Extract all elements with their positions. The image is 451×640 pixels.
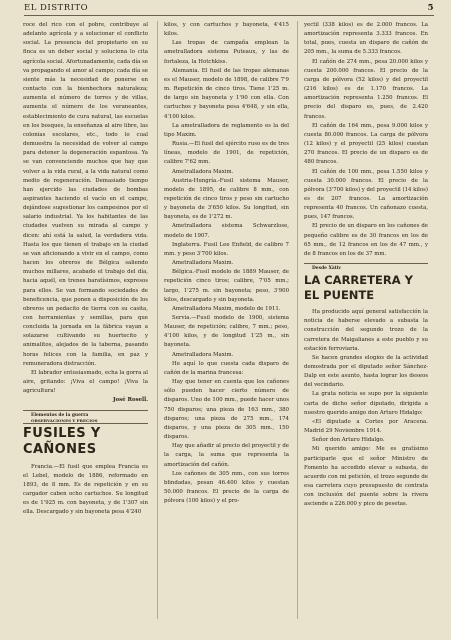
- column-3: [304, 21, 428, 623]
- article-paragraph: Ametralladora Maxim.: [172, 351, 234, 358]
- article-paragraph: Bélgica.-Fusil modelo de 1889 Mauser, de repetición cinco tiros; calibre, 7'05 mm.; largo, 1'275 m. sin bayoneta; peso, 3'900 kilos, descargado y sin bayoneta.: [164, 269, 289, 303]
- article-paragraph: El cañón de 274 mm., pesa 20.000 kilos y cuesta 200.000 francos. El precio de la carga de pólvora (52 kilos) y del proyectil (216 kilos) es de 1.170 francos. La amortización representa 1.250 francos. El precio del disparo es, pues, de 2.420 francos.: [304, 58, 428, 120]
- article-paragraph: Señor don Arturo Hidalgo.: [312, 437, 385, 444]
- article-paragraph: He aquí lo que cuesta cada disparo de cañón de la marina francesa:: [164, 360, 289, 376]
- article-paragraph: Mi querido amigo: Me es gratísimo participarle que el señor Ministro de Fomento ha accedido elevar a subasta, de acuerdo con mi petición, el trozo segundo de esa carretera cuyo presupuesto de contrata con inclusión del puente sobre la rivera asciende a 226.000 y pico de pesetas.: [304, 446, 428, 508]
- article-paragraph: Las tropas de campaña emplean la ametralladora sistema Puteaux, y las de fortaleza, la Hotchkiss.: [164, 40, 289, 65]
- section-divider: [23, 410, 148, 411]
- article-paragraph: Inglaterra. Fusil Lee Enfield, de calibre 7 mm. y peso 3'700 kilos.: [164, 241, 289, 257]
- article-paragraph: La grata noticia se supo por la siguiente carta de dicho señor diputado, dirigida a nuestro querido amigo don Arturo Hidalgo:: [304, 391, 428, 416]
- page-number: 5: [427, 3, 434, 13]
- article-paragraph: La ametralladora de reglamento es la del tipo Maxim.: [164, 122, 289, 138]
- article-paragraph: El cañón de 100 mm., pesa 1.550 kilos y cuesta 30.000 francos. El precio de la pólvora (3'700 kilos) y del proyectil (14 kilos) es de 207 francos. La amortización representa 40 francos. Un cañonazo cuesta, pues, 147 francos.: [304, 168, 428, 221]
- article-headline: FUSILES Y CAÑONES: [23, 425, 101, 457]
- article-paragraph: Servia.—Fusil modelo de 1900, sistema Mauser, de repetición; calibre, 7 mm.; peso, 4'100 kilos, y de longitud 1'25 m., sin bayoneta.: [164, 315, 289, 349]
- column-rule: [297, 21, 298, 619]
- article-paragraph: Hay que tener en cuenta que los cañones sólo pueden hacer cierto número de disparos. Uno de 100 mm., puede hacer unos 750 disparos; una pieza de 163 mm., 380 disparos; una pieza de 275 mm., 174 disparos, y una pieza de 305 mm., 150 disparos.: [164, 379, 289, 441]
- section-kicker: Desde Xàtiv: [312, 266, 341, 272]
- article-paragraph: Austria-Hungría.-Fusil sistema Mauser, modelo de 1895, de calibre 8 mm., con repetición de cinco tiros y peso sin cartucho y bayoneta de 3'650 kilos. Su longitud, sin bayoneta, es de 1'272 m.: [164, 177, 289, 221]
- page-header: [24, 3, 434, 16]
- article-paragraph: Rusia.—El fusil del ejército ruso es de tres líneas, modelo de 1901, de repetición, calibre 7'62 mm.: [164, 141, 289, 166]
- article-paragraph: Se hacen grandes elogios de la actividad demostrada por el diputado señor Sánchez-Dalp en este asunto, hasta lograr los deseos del vecindario.: [304, 354, 428, 389]
- article-paragraph: Ametralladora Maxim, modelo de 1911.: [172, 305, 281, 312]
- column-2: [164, 21, 289, 623]
- article-paragraph: Alemania. El fusil de las tropas alemanas es el Mauser, modelo de 1898, de calibre 7'9 m. Repetición de cinco tiros. Tiene 1'25 m. de largo sin bayoneta y 1'90 con ella. Con cartuchos y bayoneta pesa 4'648, y sin ella, 4'100 kilos.: [164, 67, 289, 120]
- author-signature: José Rosell.: [113, 397, 148, 404]
- article-paragraph: Ametralladora Maxim.: [172, 168, 234, 175]
- article-paragraph: El cañón de 164 mm., pesa 9.000 kilos y cuesta 80.000 francos. La carga de pólvora (12 kilos) y el proyectil (25 kilos) cuestan 270 francos. El precio de un disparo es de 480 francos.: [304, 122, 428, 166]
- article-paragraph: Ha producido aquí general satisfacción la noticia de haberse elevado a subasta la construcción del segundo trozo de la carretera de Maigalianes a este pueblo y su estación ferroviaria.: [304, 309, 428, 352]
- article-paragraph: Ametralladora Maxim.: [172, 260, 234, 267]
- article-paragraph: Hay que añadir al precio del proyectil y de la carga, la suma que representa la amortización del cañón.: [164, 443, 289, 468]
- article-paragraph: Francia.—El fusil que emplea Francia es el Lebel, modelo de 1886, reformado en 1893, de 8 mm. Es de repetición y en su cargador caben ocho cartuchos. Su longitud es de 1'925 m. con bayoneta, y de 1'307 sin ella. Descargado y sin bayoneta pesa 4'240: [23, 463, 148, 516]
- section-kicker: Elementos de la guerra: [31, 412, 89, 418]
- section-kicker-sub: OBSERVACIONES Y PRECIOS: [23, 418, 148, 424]
- article-paragraph: kilos, y con cartuchos y bayoneta, 4'415 kilos.: [164, 22, 289, 38]
- column-rule: [157, 21, 158, 619]
- article-paragraph: Ametralladora sistema Schwarzlose, modelo de 1907.: [164, 223, 289, 239]
- column-1: [23, 21, 148, 623]
- article-paragraph: yectil (338 kilos) es de 2.000 francos. La amortización representa 3.333 francos. En total, pues, cuesta un disparo de cañón de 205 mm., la suma de 5.333 francos.: [304, 22, 428, 56]
- article-paragraph: roce del rico con el pobre, contribuye al adelanto agrícola y a solucionar el conflicto social. La presencia del propietario en su finca es un deber social y soluciona lo cita agrícola social. Afortunadamente, cada día se va propagando el amor al campo; cada día se siente más la necesidad de ponerse en contacto con la bienhechora naturaleza; aumenta el número de torres y de villas, aumenta el número de los veraneantes, establecimiento de cura natural, las escuelas en los bosques, la enseñanza al aire libre, las colonias escolares, etc., todo lo cual demuestra la necesidad de volver al campo para detener la degeneración espantosa. Ya se van convenciendo muchos que hay que volver a la vida rural, a la vida natural como medio de regeneración. Demasiado tiempo han ejercido las ciudades de bombas aspirantes haciendo el vacío en el campo, dejándose sugestionar los campesinos por el salario industrial. Ya los habitantes de las ciudades vuelven su mirada al campo y dicen: ahí está la salud, la verdadera vida. Hasta los que tienen el trabajo en la ciudad se van aficionando a vivir en el campo, como hacen los obreros de Bélgica saliendo muchos millares, acabado el trabajo del día, hacia aquél, en trenes baratísimos, expresos para ellos. Se van formando sociedades de beneficencia, que ponen a disposición de los obreros un pedacito de tierra con su casita, con herramientas y semillas, para que concluida la jornada en la fábrica vayan a solazarse cultivando su huertecito y animalitos, alejados de la taberna, pasando horas felices con la familia, en paz y remuneradora distracción.: [23, 22, 148, 367]
- article-paragraph: El labrador entusiasmado, echa la gorra al aire, gritando: ¡Viva el campo! ¡Viva la agricultura!: [23, 369, 148, 395]
- article-paragraph: El precio de un disparo en los cañones de pequeño calibre es de 30 francos en los de 65 mm., de 12 francos en los de 47 mm., y de 8 francos en los de 37 mm.: [304, 223, 428, 257]
- article-paragraph: «El diputado a Cortes por Aracena. Madrid 29 Noviembre 1914.: [304, 418, 428, 435]
- article-paragraph: Los cañones de 305 mm., con sus torres blindadas, pesan 46.400 kilos y cuestan 50.000 francos. El precio de la carga de pólvora (100 kilos) y el pro-: [164, 470, 289, 505]
- article-headline: LA CARRETERA Y EL PUENTE: [304, 273, 413, 303]
- newspaper-title: EL DISTRITO: [24, 3, 89, 13]
- section-divider: [304, 263, 428, 264]
